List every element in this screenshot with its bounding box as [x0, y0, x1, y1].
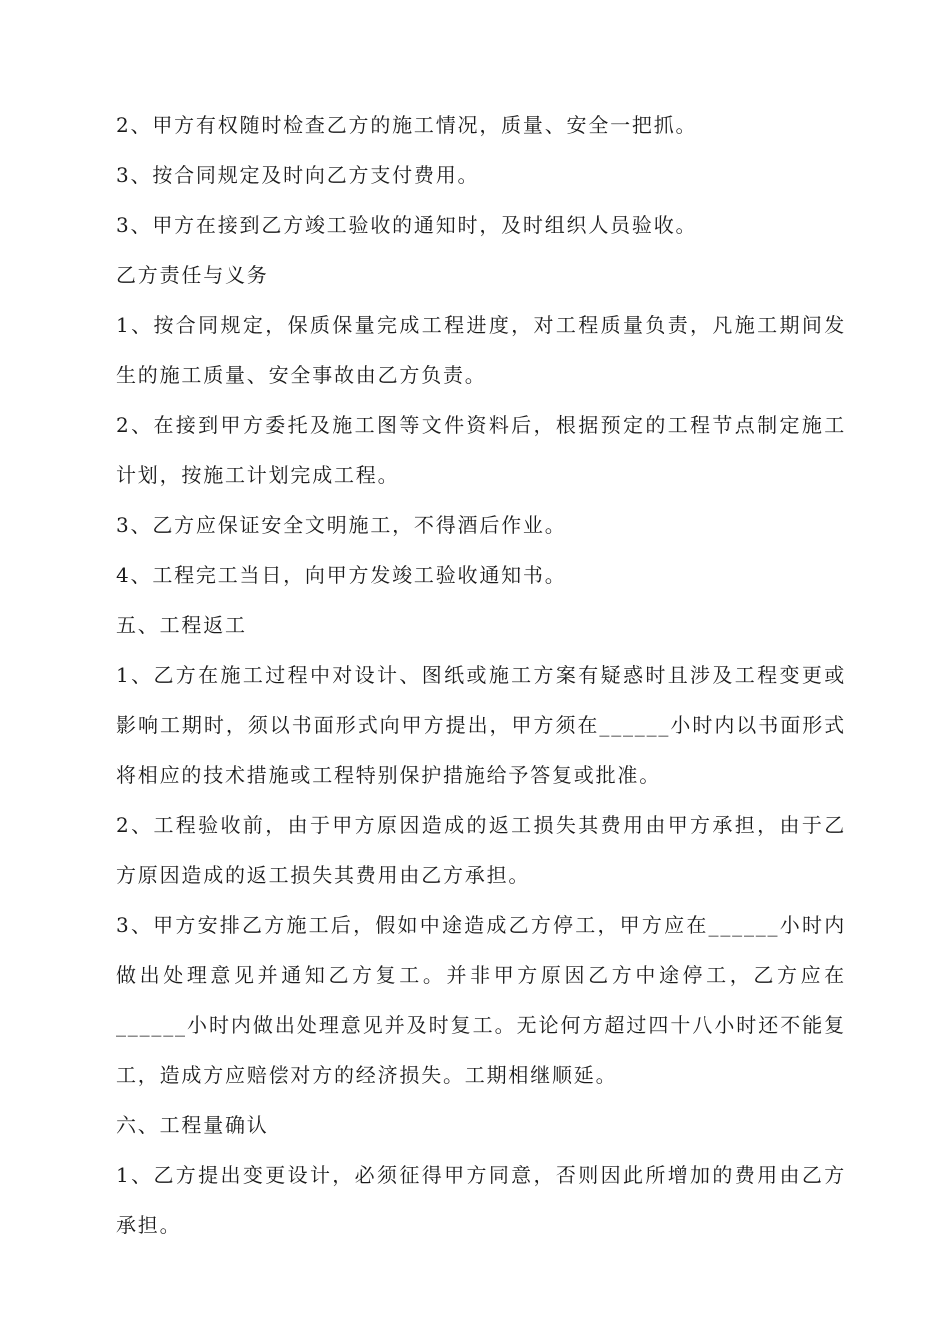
- clause-r3-stoppage: 3、甲方安排乙方施工后，假如中途造成乙方停工，甲方应在______小时内做出处理意见并通知乙方复工。并非甲方原因乙方中途停工，乙方应在______小时内做出处理意见并及时复工。无论何方超过四十八小时还不能复工，造成方应赔偿对方的经济损失。工期相继顺延。: [116, 913, 846, 1087]
- section-heading-party-b-duties: 乙方责任与义务: [116, 263, 269, 287]
- clause-3-acceptance: 3、甲方在接到乙方竣工验收的通知时，及时组织人员验收。: [116, 213, 698, 237]
- clause-b4-notice: 4、工程完工当日，向甲方发竣工验收通知书。: [116, 563, 567, 587]
- clause-r2-rework-cost: 2、工程验收前，由于甲方原因造成的返工损失其费用由甲方承担，由于乙方原因造成的返工损失其费用由乙方承担。: [116, 813, 846, 887]
- clause-2-inspection: 2、甲方有权随时检查乙方的施工情况，质量、安全一把抓。: [116, 113, 698, 137]
- clause-q1-variation: 1、乙方提出变更设计，必须征得甲方同意，否则因此所增加的费用由乙方承担。: [116, 1163, 846, 1237]
- section-heading-rework: 五、工程返工: [116, 613, 247, 637]
- clause-3-payment: 3、按合同规定及时向乙方支付费用。: [116, 163, 480, 187]
- clause-b2-plan: 2、在接到甲方委托及施工图等文件资料后，根据预定的工程节点制定施工计划，按施工计划完成工程。: [116, 413, 846, 487]
- clause-r1-design-change: 1、乙方在施工过程中对设计、图纸或施工方案有疑惑时且涉及工程变更或影响工期时，须以书面形式向甲方提出，甲方须在______小时内以书面形式将相应的技术措施或工程特别保护措施给予答复或批准。: [116, 663, 846, 787]
- clause-b1-quality: 1、按合同规定，保质保量完成工程进度，对工程质量负责，凡施工期间发生的施工质量、安全事故由乙方负责。: [116, 313, 846, 387]
- section-heading-quantity: 六、工程量确认: [116, 1113, 269, 1137]
- clause-b3-safety: 3、乙方应保证安全文明施工，不得酒后作业。: [116, 513, 567, 537]
- document-body: [116, 100, 846, 1250]
